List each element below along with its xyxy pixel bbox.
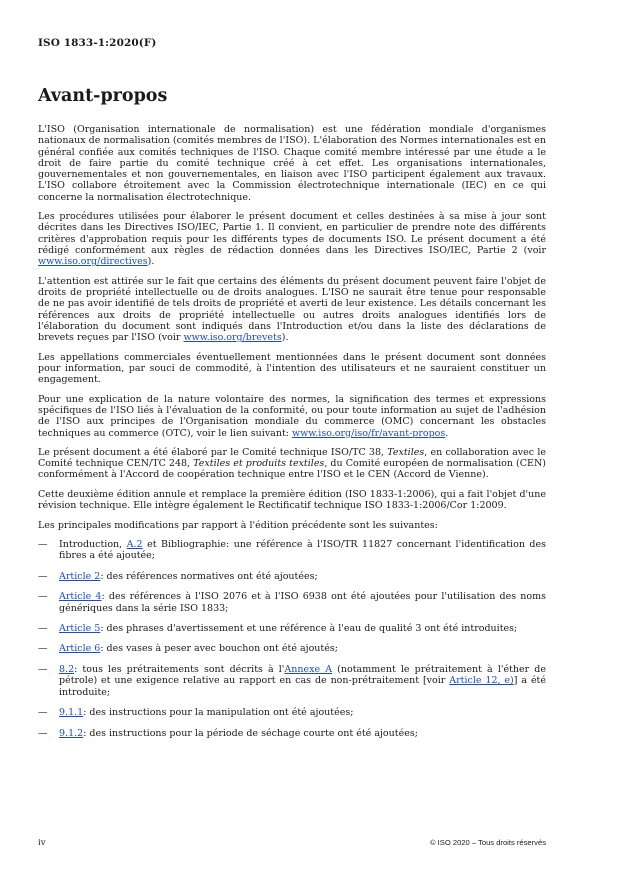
paragraph-iso-organisation: L'ISO (Organisation internationale de normalisation) est une fédération mondiale d'organismes nationaux de normalisation (comités membres de l'ISO). L'élaboration des Normes internationales est en général confiée aux comités techniques de l'ISO. Chaque comité membre intéressé par une étude a le droit de faire partie du comité technique créé à cet effet. Les organisations internationales, gouvernementales et non gouvernementales, en liaison avec l'ISO participent également aux travaux. L'ISO collabore étroitement avec la Commission électrotechnique internationale (IEC) en ce qui concerne la normalisation électrotechnique.: [38, 124, 546, 203]
paragraph-voluntary-nature: [38, 394, 546, 439]
list-item: [38, 571, 546, 582]
dash-bullet: —: [38, 591, 48, 603]
directives-link[interactable]: www.iso.org/directives: [38, 256, 148, 268]
dash-bullet: —: [38, 727, 48, 739]
paragraph-text: , du Comité européen de normalisation (CEN) conformément à l'Accord de coopération technique entre l'ISO et le CEN (Accord de Vienne).: [38, 458, 546, 481]
annex-link[interactable]: Annexe A: [284, 663, 333, 675]
dash-bullet: —: [38, 643, 48, 655]
list-item: [38, 664, 546, 698]
list-item: [38, 728, 546, 739]
clause-link[interactable]: Article 6: [59, 643, 101, 655]
list-item: [38, 707, 546, 718]
list-item-text: 8.2: tous les prétraitements sont décrits à l'Annexe A (notamment le prétraitement à l'éther de pétrole) et une exigence relative au rapport en cas de non-prétraitement [voir Article 12, e)] a été introduite;: [59, 663, 547, 698]
paragraph-procedures: [38, 211, 546, 267]
list-item-text: Article 5: des phrases d'avertissement et une référence à l'eau de qualité 3 ont été introduites;: [59, 623, 518, 634]
paragraph-changes-intro: Les principales modifications par rapport à l'édition précédente sont les suivantes:: [38, 519, 438, 531]
list-item-text: Article 4: des références à l'ISO 2076 et à l'ISO 6938 ont été ajoutées pour l'utilisation des noms génériques dans la série ISO 1833;: [59, 591, 547, 614]
page-footer: [38, 838, 546, 848]
paragraph-patents: [38, 276, 546, 344]
list-item: [38, 539, 546, 562]
list-item: [38, 591, 546, 614]
paragraph-edition: Cette deuxième édition annule et remplace la première édition (ISO 1833-1:2006), qui a fait l'objet d'une révision technique. Elle intègre également le Rectificatif technique ISO 1833-1:2006/Cor 1:2009.: [38, 488, 546, 512]
paragraph-text: L'attention est attirée sur le fait que certains des éléments du présent document peuvent faire l'objet de droits de propriété intellectuelle ou de droits analogues. L'ISO ne saurait être tenue pour responsable de ne pas avoir identifié de tels droits de propriété et averti de leur existence. Les détails concernant les références aux droits de propriété intellectuelle ou autres droits analogues identifiés lors de l'élaboration du document sont indiqués dans l'Introduction et/ou dans la liste des déclarations de brevets reçues par l'ISO (voir: [38, 275, 546, 344]
copyright-notice: © ISO 2020 – Tous droits réservés: [429, 838, 546, 847]
clause-link[interactable]: Article 2: [59, 570, 101, 582]
paragraph-text: , en collaboration avec le Comité technique CEN/TC 248,: [38, 446, 546, 470]
list-item-text: Article 2: des références normatives ont été ajoutées;: [59, 570, 318, 582]
paragraph-text: ).: [281, 332, 289, 344]
paragraph-trade-names: Les appellations commerciales éventuellement mentionnées dans le présent document sont données pour information, par souci de commodité, à l'intention des utilisateurs et ne sauraient constituer un engagement.: [38, 351, 546, 386]
dash-bullet: —: [38, 663, 48, 675]
list-item-text: 9.1.1: des instructions pour la manipulation ont été ajoutées;: [59, 707, 354, 719]
clause-link[interactable]: 9.1.2: [59, 727, 84, 739]
patents-link[interactable]: www.iso.org/brevets: [183, 332, 282, 344]
dash-bullet: —: [38, 707, 48, 719]
dash-bullet: —: [38, 570, 48, 582]
committee-title: Textiles: [387, 446, 425, 458]
list-item-text: 9.1.2: des instructions pour la période de séchage courte ont été ajoutées;: [59, 727, 418, 739]
list-item: [38, 643, 546, 654]
clause-link[interactable]: Article 12, e): [449, 675, 514, 687]
foreword-link[interactable]: www.iso.org/iso/fr/avant-propos: [292, 427, 446, 439]
committee-title: Textiles et produits textiles: [193, 458, 325, 470]
paragraph-text: ).: [147, 256, 155, 268]
foreword-body: [38, 124, 546, 748]
list-item: [38, 623, 546, 634]
document-reference: ISO 1833-1:2020(F): [38, 37, 157, 49]
clause-link[interactable]: A.2: [126, 538, 143, 550]
paragraph-text: .: [445, 427, 449, 439]
dash-bullet: —: [38, 538, 48, 550]
dash-bullet: —: [38, 623, 48, 634]
clause-link[interactable]: Article 5: [59, 623, 101, 634]
page-number: iv: [38, 838, 46, 848]
paragraph-text: Les procédures utilisées pour élaborer le présent document et celles destinées à sa mise à jour sont décrites dans les Directives ISO/IEC, Partie 1. Il convient, en particulier de prendre note des différents critères d'approbation requis pour les différents types de documents ISO. Le présent document a été rédigé conformément aux règles de rédaction données dans les Directives ISO/IEC, Partie 2 (voir: [38, 211, 546, 257]
paragraph-text: Pour une explication de la nature volontaire des normes, la signification des termes et expressions spécifiques de l'ISO liés à l'évaluation de la conformité, ou pour toute information au sujet de l'adhésion de l'ISO aux principes de l'Organisation mondiale du commerce (OMC) concernant les obstacles techniques au commerce (OTC), voir le lien suivant:: [38, 393, 546, 439]
clause-link[interactable]: 8.2: [59, 663, 75, 675]
page-title: Avant-propos: [38, 86, 168, 106]
list-item-text: Introduction, A.2 et Bibliographie: une référence à l'ISO/TR 11827 concernant l'identification des fibres a été ajoutée;: [59, 538, 546, 562]
paragraph-text: Le présent document a été élaboré par le Comité technique ISO/TC 38,: [38, 446, 388, 458]
clause-link[interactable]: Article 4: [59, 591, 102, 603]
clause-link[interactable]: 9.1.1: [59, 707, 84, 719]
paragraph-committee: [38, 447, 546, 481]
list-item-text: Article 6: des vases à peser avec bouchon ont été ajoutés;: [59, 643, 338, 655]
